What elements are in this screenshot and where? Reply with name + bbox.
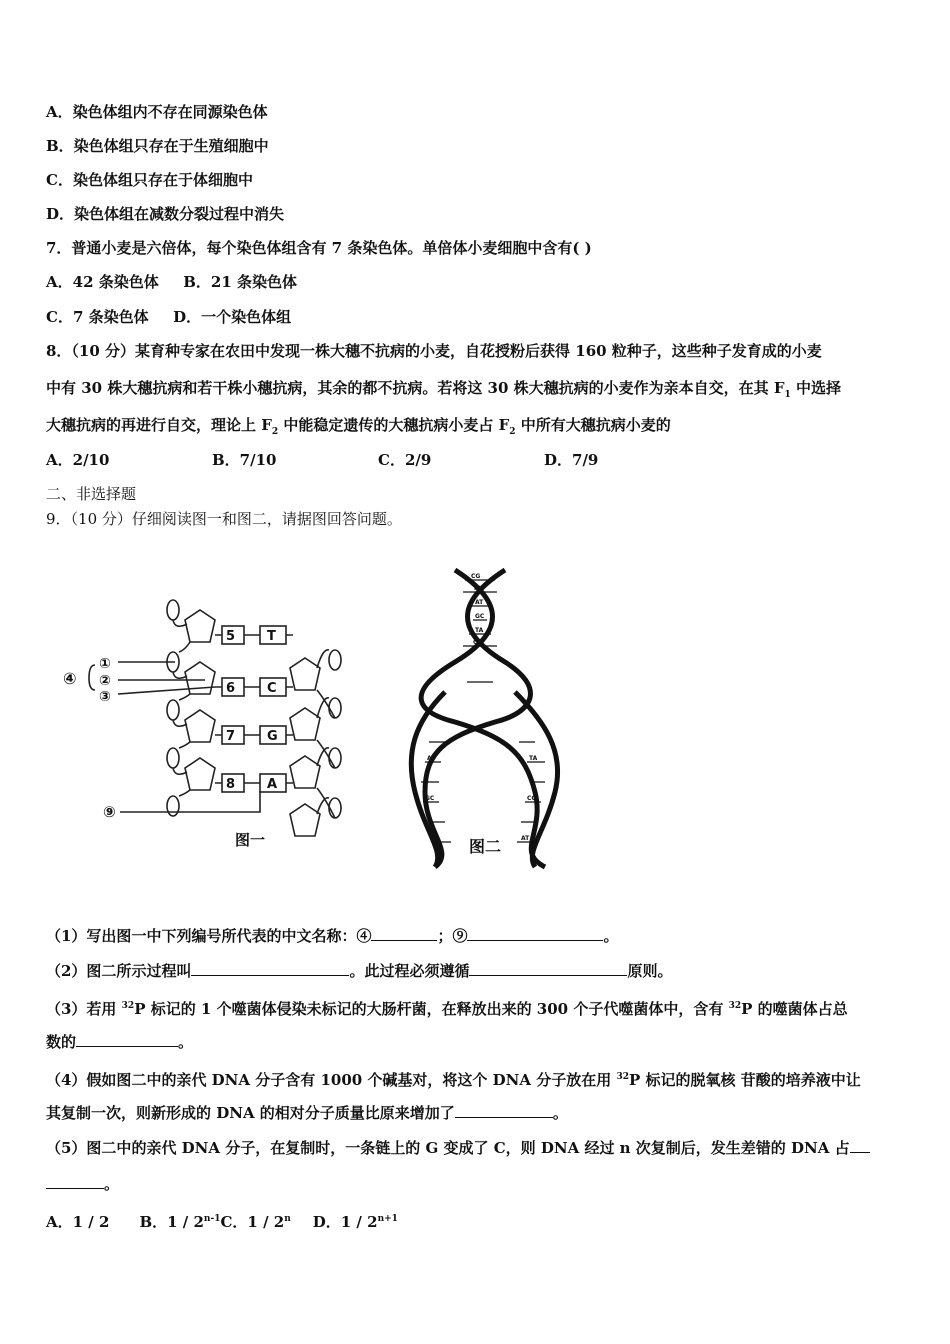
q9-part1-text: （1）写出图一中下列编号所代表的中文名称：④ — [46, 927, 372, 945]
q9-part2 — [46, 961, 672, 981]
q9-part4-end: P 标记的脱氧核 苷酸的培养液中让 — [629, 1071, 861, 1089]
answer-blank-error-part1[interactable] — [850, 1138, 870, 1153]
q9-part1-end: 。 — [603, 927, 619, 945]
fig1-base-right-3: G — [267, 729, 278, 744]
q6-option-b: B．染色体组只存在于生殖细胞中 — [46, 137, 269, 155]
q8-stem-line2 — [46, 378, 841, 405]
q8-stem-line1: 8．（10 分）某育种专家在农田中发现一株大穗不抗病的小麦，自花授粉后获得 160 粒种子，这些种子发育成的小麦 — [46, 342, 822, 360]
fig2-pair: AT — [427, 755, 436, 762]
q6-option-d: D．染色体组在减数分裂过程中消失 — [46, 205, 285, 223]
q9-part3-mid: P 标记的 1 个噬菌体侵染未标记的大肠杆菌，在释放出来的 300 个子代噬菌体中，含有 — [134, 1000, 729, 1018]
q9-option-c: C．1 / 2 — [220, 1213, 285, 1231]
q8-stem-line2-end: 中选择 — [790, 379, 842, 397]
fig1-label-2: ② — [99, 673, 111, 689]
q8-option-d: D．7/9 — [544, 451, 599, 469]
q9-part4-line2-text: 其复制一次，则新形成的 DNA 的相对分子质量比原来增加了 — [46, 1104, 455, 1122]
answer-blank-process[interactable] — [191, 961, 349, 976]
q8-stem-line3-end: 中所有大穗抗病小麦的 — [515, 416, 671, 434]
q7-option-a: A．42 条染色体 — [46, 273, 159, 291]
q8-stem-line3-text: 大穗抗病的再进行自交，理论上 F — [46, 416, 272, 434]
q9-option-d: D．1 / 2 — [312, 1213, 378, 1231]
q9-stem: 9．（10 分）仔细阅读图一和图二，请据图回答问题。 — [46, 510, 402, 528]
q9-part3-line1 — [46, 996, 848, 1019]
phosphate-right-3 — [329, 748, 341, 768]
q7-option-c: C．7 条染色体 — [46, 308, 149, 326]
q9-part1-mid: ；⑨ — [437, 927, 468, 945]
q9-part2-text: （2）图二所示过程叫 — [46, 962, 192, 980]
fig1-caption: 图一 — [235, 831, 266, 849]
q9-option-d-exponent: n+1 — [377, 1214, 398, 1224]
q9-option-c-exponent: n — [284, 1214, 291, 1224]
fig2-pair: CG — [473, 639, 483, 646]
q9-part5-end: 。 — [104, 1175, 120, 1193]
q9-part3-end: P 的噬菌体占总 — [741, 1000, 848, 1018]
answer-blank-error-part2[interactable] — [46, 1174, 104, 1189]
q9-part4-line1 — [46, 1067, 861, 1090]
q9-part2-mid: 。此过程必须遵循 — [349, 962, 470, 980]
fig2-pair: CG — [527, 795, 537, 802]
q8-stem-line2-text: 中有 30 株大穗抗病和若干株小穗抗病，其余的都不抗病。若将这 30 株大穗抗病的小麦作为亲本自交，在其 F — [46, 379, 785, 397]
sugar-right-2 — [290, 708, 320, 740]
q9-superscript: 32 — [728, 1001, 742, 1011]
phosphate-right-1 — [329, 650, 341, 670]
fig2-base-pairs — [425, 573, 538, 842]
q9-superscript: 32 — [616, 1072, 629, 1082]
q7-option-b: B．21 条染色体 — [183, 273, 297, 291]
fig1-label-1: ① — [99, 656, 111, 672]
sugar-right-4 — [290, 804, 320, 836]
q7-stem: 7．普通小麦是六倍体，每个染色体组含有 7 条染色体。单倍体小麦细胞中含有( ) — [46, 239, 592, 257]
q8-subscript: 1 — [784, 390, 791, 400]
q7-options-row1 — [46, 272, 297, 292]
q9-part3-line2-end: 。 — [178, 1033, 194, 1051]
fig1-label-4: ④ — [63, 669, 77, 688]
fig2-pair: TA — [475, 627, 484, 634]
fig1-base-right-4: A — [267, 777, 278, 792]
phosphate-left-4 — [167, 748, 179, 768]
section2-title: 二、非选择题 — [46, 485, 137, 503]
q8-stem-line3-mid: 中能稳定遗传的大穗抗病小麦占 F — [278, 416, 510, 434]
fig2-pair: TA — [473, 585, 482, 592]
q9-option-b: B．1 / 2 — [139, 1213, 204, 1231]
q9-option-a: A．1 / 2 — [46, 1213, 110, 1231]
q9-part5-text: （5）图二中的亲代 DNA 分子，在复制时，一条链上的 G 变成了 C，则 DNA 经过 n 次复制后，发生差错的 DNA 占 — [46, 1139, 850, 1157]
figure-1-dna-structure — [55, 590, 355, 860]
fig1-base-right-1: T — [267, 629, 276, 644]
q8-subscript: 2 — [509, 427, 516, 437]
q7-options-row2 — [46, 307, 291, 327]
q9-part3-text: （3）若用 — [46, 1000, 122, 1018]
phosphate-right-2 — [329, 698, 341, 718]
q9-part1 — [46, 926, 618, 946]
fig2-pair: AT — [521, 835, 530, 842]
q8-options — [46, 450, 598, 470]
q8-option-a: A．2/10 — [46, 451, 110, 469]
fig1-label-3: ③ — [99, 689, 111, 705]
q9-part4-line2 — [46, 1103, 568, 1123]
sugar-left-4 — [185, 758, 215, 790]
answer-blank-4[interactable] — [371, 926, 437, 941]
figure-2-dna-replication — [395, 562, 585, 874]
q9-part5-line2 — [46, 1174, 119, 1194]
answer-blank-principle[interactable] — [469, 961, 627, 976]
answer-blank-ratio[interactable] — [76, 1032, 178, 1047]
sugar-right-1 — [290, 658, 320, 690]
q8-option-b: B．7/10 — [212, 451, 277, 469]
q9-part4-line2-end: 。 — [552, 1104, 568, 1122]
q7-option-d: D．一个染色体组 — [173, 308, 292, 326]
fig2-caption: 图二 — [469, 837, 502, 856]
q9-part2-end: 原则。 — [627, 962, 673, 980]
sugar-left-3 — [185, 710, 215, 742]
fig1-base-left-1: 5 — [226, 629, 236, 644]
fig1-base-right-2: C — [267, 681, 277, 696]
fig2-pair: CG — [471, 573, 481, 580]
q9-part3-line2 — [46, 1032, 193, 1052]
q8-stem-line3 — [46, 415, 671, 442]
answer-blank-9[interactable] — [467, 926, 603, 941]
q9-superscript: 32 — [121, 1001, 135, 1011]
fig2-pair: GC — [425, 795, 435, 802]
phosphate-left-5 — [167, 796, 179, 816]
q9-part5-options — [46, 1209, 398, 1232]
q8-option-c: C．2/9 — [378, 451, 432, 469]
answer-blank-mass[interactable] — [455, 1103, 553, 1118]
sugar-left-1 — [185, 610, 215, 642]
fig2-pair: TA — [529, 755, 538, 762]
fig1-base-left-4: 8 — [226, 777, 236, 792]
fig2-pair: AT — [475, 599, 484, 606]
q8-subscript: 2 — [271, 427, 279, 437]
q6-option-c: C．染色体组只存在于体细胞中 — [46, 171, 253, 189]
fig2-pair: GC — [475, 613, 485, 620]
phosphate-right-4 — [329, 798, 341, 818]
q6-option-a: A．染色体组内不存在同源染色体 — [46, 103, 268, 121]
q9-part4-text: （4）假如图二中的亲代 DNA 分子含有 1000 个碱基对，将这个 DNA 分子放在用 — [46, 1071, 617, 1089]
q9-part5-line1 — [46, 1138, 870, 1158]
fig1-label-9: ⑨ — [103, 803, 116, 821]
fig1-base-left-3: 7 — [226, 729, 236, 744]
sugar-right-3 — [290, 756, 320, 788]
q9-option-b-exponent: n-1 — [203, 1214, 221, 1224]
fig1-base-left-2: 6 — [226, 681, 236, 696]
phosphate-left-3 — [167, 700, 179, 720]
phosphate-left-1 — [167, 600, 179, 620]
q9-part3-line2-text: 数的 — [46, 1033, 77, 1051]
